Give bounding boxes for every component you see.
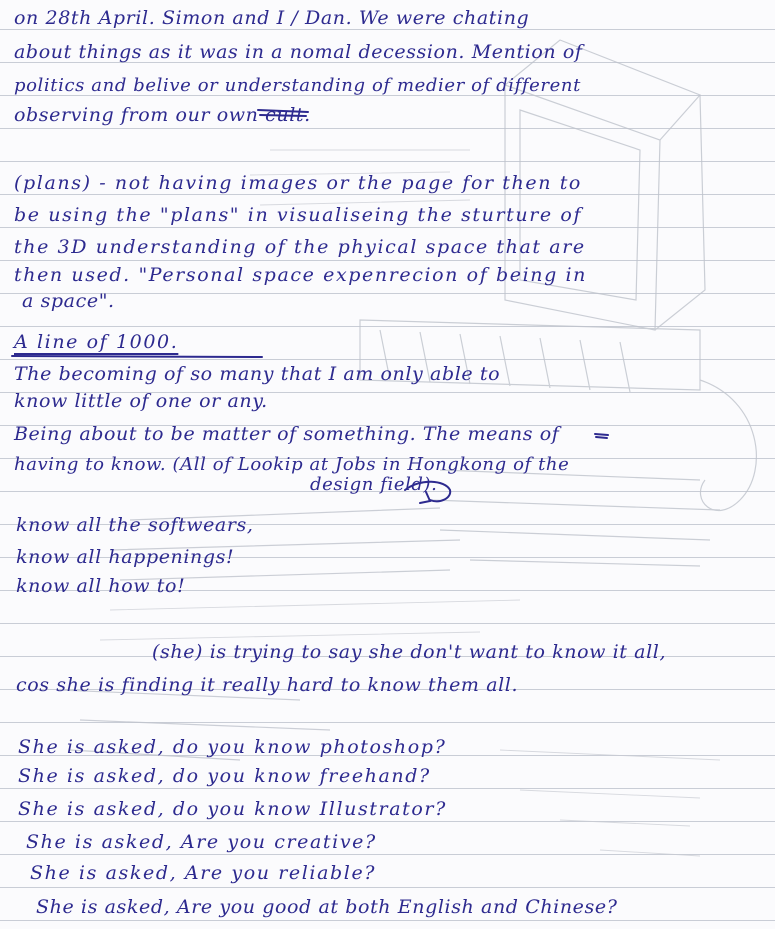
note-line: She is asked, do you know Illustrator? (18, 798, 447, 820)
note-line: cos she is finding it really hard to know them all. (16, 674, 519, 696)
section-heading: A line of 1000. (14, 331, 179, 353)
heading-double-underline (12, 356, 262, 357)
note-line: The becoming of so many that I am only able to (14, 363, 501, 385)
note-line: She is asked, Are you good at both English and Chinese? (36, 896, 618, 918)
note-line: politics and belive or understanding of medier of different (14, 75, 581, 96)
note-line: She is asked, Are you reliable? (30, 862, 377, 884)
note-line: about things as it was in a nomal decession. Mention of (14, 41, 583, 63)
scribble-out-mark (595, 434, 608, 438)
note-line: a space". (22, 290, 115, 312)
note-line: know all the softwears, (16, 514, 254, 536)
note-line: She is asked, do you know photoshop? (18, 736, 447, 758)
note-line: She is asked, do you know freehand? (18, 765, 431, 787)
note-line: (plans) - not having images or the page for then to (14, 172, 582, 194)
note-line: on 28th April. Simon and I / Dan. We were chating (14, 7, 530, 29)
note-line: then used. "Personal space expenrecion of being in (14, 264, 588, 286)
note-line: observing from our own cult. (14, 104, 311, 126)
note-line: She is asked, Are you creative? (26, 831, 377, 853)
note-line: design field). (310, 474, 438, 495)
note-line: know all happenings! (16, 546, 235, 568)
note-line: having to know. (All of Lookip at Jobs in Hongkong of the (14, 454, 570, 475)
note-line: know little of one or any. (14, 390, 268, 412)
note-line: the 3D understanding of the phyical space that are (14, 236, 586, 258)
note-line: (she) is trying to say she don't want to know it all, (152, 641, 667, 663)
note-line: know all how to! (16, 575, 186, 597)
note-line: Being about to be matter of something. The means of (14, 423, 560, 445)
note-line: be using the "plans" in visualiseing the sturture of (14, 204, 583, 226)
